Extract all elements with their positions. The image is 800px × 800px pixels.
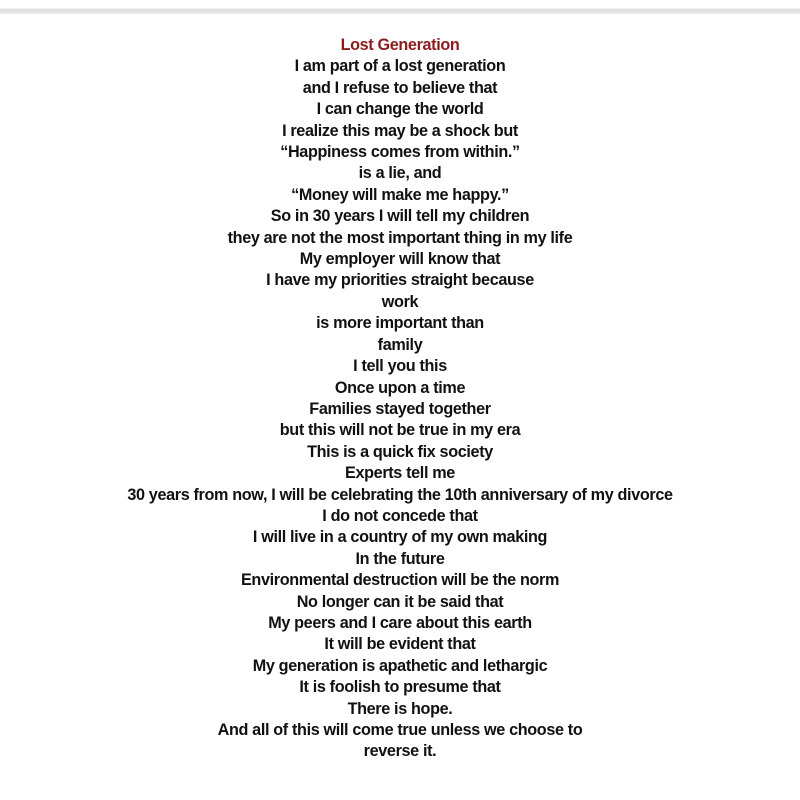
poem-line: they are not the most important thing in my life: [227, 228, 573, 247]
poem-line: My generation is apathetic and lethargic: [252, 656, 548, 675]
poem-line: Families stayed together: [309, 399, 491, 418]
poem-line: My peers and I care about this earth: [268, 613, 532, 632]
poem-line: I realize this may be a shock but: [282, 121, 518, 140]
poem-line: work: [381, 292, 419, 311]
poem-line: I tell you this: [353, 357, 447, 376]
poem-line: Environmental destruction will be the norm: [240, 571, 560, 590]
poem-line: I can change the world: [316, 100, 484, 119]
poem-line: family: [377, 335, 423, 354]
poem-line: Once upon a time: [334, 378, 466, 397]
poem-line: It will be evident that: [324, 635, 476, 654]
top-divider: [0, 0, 800, 14]
poem-line: I am part of a lost generation: [294, 57, 506, 76]
poem-line: reverse it.: [363, 742, 437, 761]
poem-line: My employer will know that: [299, 250, 501, 269]
poem-line: and I refuse to believe that: [302, 78, 498, 97]
poem-line: is a lie, and: [358, 164, 442, 183]
poem-line: but this will not be true in my era: [279, 421, 521, 440]
poem-line: So in 30 years I will tell my children: [270, 207, 530, 226]
poem-line: 30 years from now, I will be celebrating the 10th anniversary of my divorce: [127, 485, 673, 504]
poem-line: I do not concede that: [322, 506, 478, 525]
poem-line: There is hope.: [347, 699, 453, 718]
poem-line: It is foolish to presume that: [299, 678, 501, 697]
poem-title: Lost Generation: [340, 36, 460, 54]
poem: [0, 35, 800, 763]
poem-line: This is a quick fix society: [307, 442, 493, 461]
poem-line: No longer can it be said that: [296, 592, 504, 611]
poem-line: is more important than: [316, 314, 484, 333]
poem-line: In the future: [355, 549, 445, 568]
poem-line: I have my priorities straight because: [266, 271, 534, 290]
poem-line: “Money will make me happy.”: [291, 185, 509, 204]
poem-line: And all of this will come true unless we choose to: [217, 721, 583, 739]
poem-line: Experts tell me: [345, 464, 455, 483]
poem-line: I will live in a country of my own making: [252, 528, 548, 547]
poem-line: “Happiness comes from within.”: [280, 143, 520, 162]
